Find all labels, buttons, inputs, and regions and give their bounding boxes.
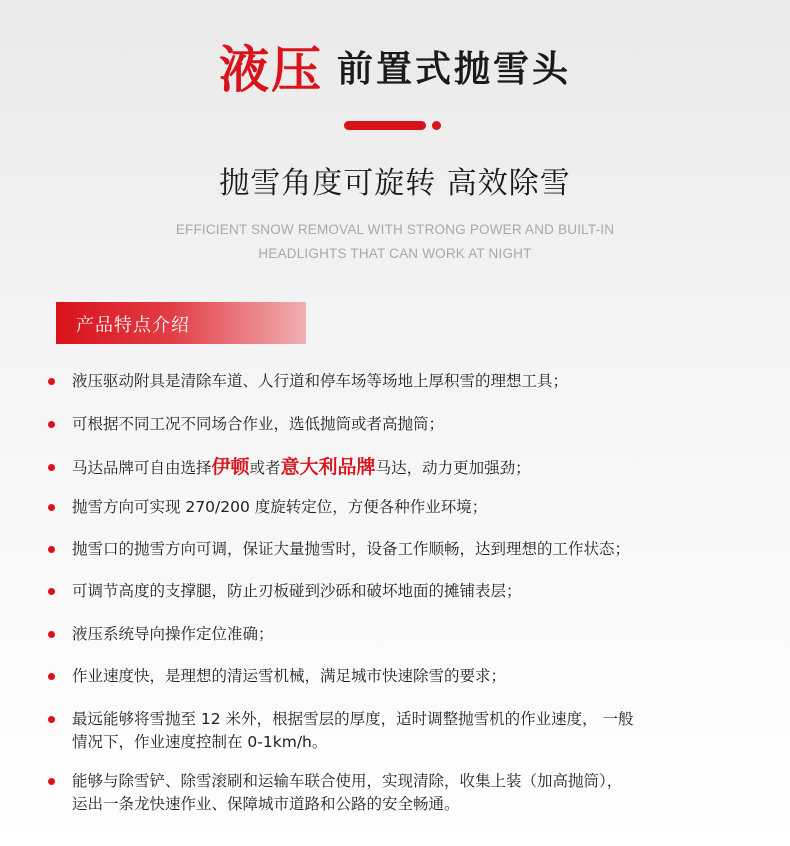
divider-bar bbox=[344, 121, 426, 130]
feature-text: 作业速度快，是理想的清运雪机械，满足城市快速除雪的要求； bbox=[72, 667, 507, 685]
bullet-icon bbox=[48, 421, 55, 428]
feature-text-line-1: 能够与除雪铲、除雪滚刷和运输车联合使用，实现清除，收集上装（加高抛筒）， bbox=[72, 772, 623, 790]
bullet-icon bbox=[48, 546, 55, 553]
brand-highlight-italian: 意大利品牌 bbox=[280, 456, 376, 478]
section-header bbox=[56, 302, 306, 344]
feature-text-line-2: 情况下，作业速度控制在 0-1km/h。 bbox=[72, 733, 328, 751]
feature-text: 液压系统导向操作定位准确； bbox=[72, 625, 274, 643]
feature-text: 抛雪口的抛雪方向可调，保证大量抛雪时，设备工作顺畅，达到理想的工作状态； bbox=[72, 540, 631, 558]
feature-item bbox=[72, 665, 752, 688]
bullet-icon bbox=[48, 778, 55, 785]
brand-highlight-eaton: 伊顿 bbox=[211, 456, 250, 478]
page-title bbox=[0, 30, 790, 102]
feature-item bbox=[72, 708, 752, 754]
subtitle: 抛雪角度可旋转 高效除雪 bbox=[219, 166, 571, 201]
title-highlight: 液压 bbox=[218, 41, 323, 99]
feature-item bbox=[72, 623, 752, 646]
bullet-icon bbox=[48, 588, 55, 595]
english-tagline bbox=[170, 218, 620, 266]
english-line-1: EFFICIENT SNOW REMOVAL WITH STRONG POWER AND BUILT-IN bbox=[175, 222, 615, 237]
feature-text: 可调节高度的支撑腿，防止刃板碰到沙砾和破坏地面的摊铺表层； bbox=[72, 582, 522, 600]
feature-item bbox=[72, 538, 752, 561]
bullet-icon bbox=[48, 631, 55, 638]
feature-text-line-1: 最远能够将雪抛至 12 米外，根据雪层的厚度，适时调整抛雪机的作业速度， 一般 bbox=[72, 710, 634, 728]
feature-text: 抛雪方向可实现 270/200 度旋转定位，方便各种作业环境； bbox=[72, 498, 488, 516]
feature-item bbox=[72, 496, 752, 519]
title-main: 前置式抛雪头 bbox=[336, 48, 571, 90]
bullet-icon bbox=[48, 673, 55, 680]
feature-text: 液压驱动附具是清除车道、人行道和停车场等场地上厚积雪的理想工具； bbox=[72, 372, 569, 390]
section-title: 产品特点介绍 bbox=[76, 315, 190, 336]
feature-text: 可根据不同工况不同场合作业，选低抛筒或者高抛筒； bbox=[72, 415, 445, 433]
feature-item bbox=[72, 770, 752, 816]
feature-text-line-2: 运出一条龙快速作业、保障城市道路和公路的安全畅通。 bbox=[72, 795, 460, 813]
divider-dot bbox=[432, 121, 441, 130]
bullet-icon bbox=[48, 716, 55, 723]
bullet-icon bbox=[48, 378, 55, 385]
feature-item bbox=[72, 370, 752, 393]
bullet-icon bbox=[48, 464, 55, 471]
feature-item bbox=[72, 413, 752, 436]
feature-text: 或者 bbox=[249, 459, 281, 477]
feature-item bbox=[72, 580, 752, 603]
english-line-2: HEADLIGHTS THAT CAN WORK AT NIGHT bbox=[258, 246, 532, 261]
feature-item bbox=[72, 456, 752, 480]
bullet-icon bbox=[48, 504, 55, 511]
feature-text: 马达品牌可自由选择 bbox=[72, 459, 212, 477]
feature-text: 马达，动力更加强劲； bbox=[375, 459, 531, 477]
